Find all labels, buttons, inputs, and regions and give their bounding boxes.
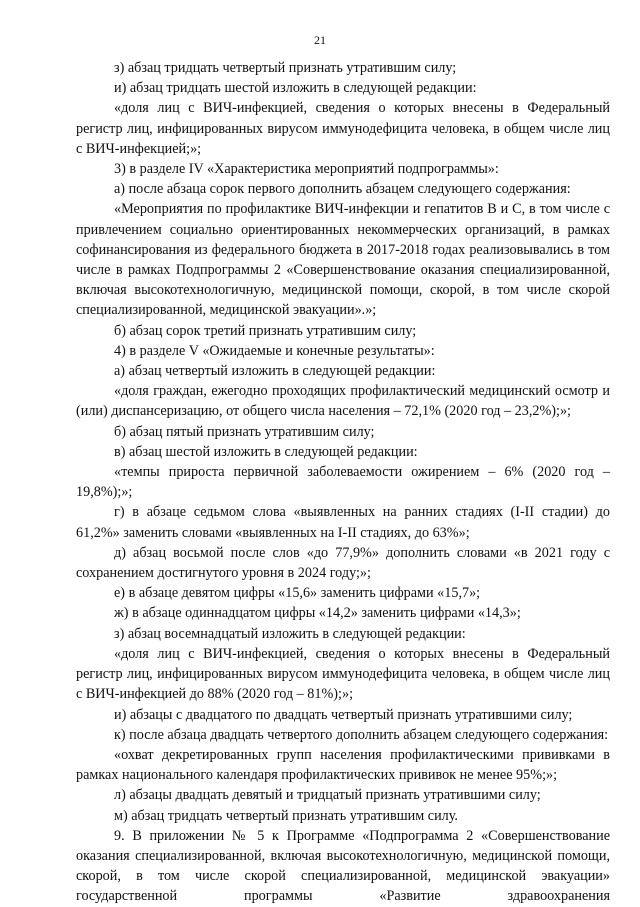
paragraph: з) абзац тридцать четвертый признать утратившим силу; <box>114 60 457 76</box>
document-body <box>76 58 610 907</box>
paragraph: и) абзацы с двадцатого по двадцать четвертый признать утратившими силу; <box>114 706 573 723</box>
paragraph: «доля лиц с ВИЧ-инфекцией, сведения о которых внесены в Федеральный регистр лиц, инфицированных вирусом иммунодефицита человека, в общем числе лиц с ВИЧ-инфекцией;»; <box>76 100 610 157</box>
paragraph: а) абзац четвертый изложить в следующей редакции: <box>114 363 436 380</box>
paragraph: д) абзац восьмой после слов «до 77,9%» дополнить словами «в 2021 году с сохранением достигнутого уровня в 2024 году;»; <box>76 544 610 582</box>
paragraph: з) абзац восемнадцатый изложить в следующей редакции: <box>114 625 466 642</box>
paragraph: 3) в разделе IV «Характеристика мероприятий подпрограммы»: <box>114 161 499 178</box>
paragraph: б) абзац пятый признать утратившим силу; <box>114 423 375 440</box>
paragraph: к) после абзаца двадцать четвертого дополнить абзацем следующего содержания: <box>114 726 609 743</box>
paragraph: и) абзац тридцать шестой изложить в следующей редакции: <box>114 80 477 97</box>
paragraph: в) абзац шестой изложить в следующей редакции: <box>114 443 418 460</box>
paragraph: «охват декретированных групп населения профилактическими прививками в рамках национального календаря профилактических прививок не менее 95%;»; <box>76 746 610 784</box>
paragraph: «темпы прироста первичной заболеваемости ожирением – 6% (2020 год – 19,8%);»; <box>76 464 610 501</box>
paragraph: м) абзац тридцать четвертый признать утратившим силу. <box>114 807 458 824</box>
page-number: 21 <box>314 33 326 47</box>
paragraph: е) в абзаце девятом цифры «15,6» заменить цифрами «15,7»; <box>114 585 481 602</box>
paragraph: «доля лиц с ВИЧ-инфекцией, сведения о которых внесены в Федеральный регистр лиц, инфицированных вирусом иммунодефицита человека, в общем числе лиц с ВИЧ-инфекцией до 88% (2020 год – 81%);»; <box>76 645 610 703</box>
paragraph: а) после абзаца сорок первого дополнить абзацем следующего содержания: <box>114 181 571 198</box>
paragraph: «Мероприятия по профилактике ВИЧ-инфекции и гепатитов В и С, в том числе с привлечением социально ориентированных некоммерческих организаций, в рамках софинансирования из федерального бюджета в 2017-2018 годах реализовывались в том числе в рамках Подпрограммы 2 «Совершенствование оказания специализированной, включая высокотехнологичную, медицинской помощи, скорой, в том числе скорой специализированной, медицинской эвакуации».»; <box>76 201 610 319</box>
paragraph: 9. В приложении № 5 к Программе «Подпрограмма 2 «Совершенствование оказания специализированной, включая высокотехнологичную, медицинской помощи, скорой, в том числе скорой специализированной, медицинской эвакуации» государственной программы «Развитие здравоохранения <box>76 827 610 905</box>
paragraph: ж) в абзаце одиннадцатом цифры «14,2» заменить цифрами «14,3»; <box>114 605 521 622</box>
paragraph: л) абзацы двадцать девятый и тридцатый признать утратившими силу; <box>114 787 541 804</box>
paragraph: «доля граждан, ежегодно проходящих профилактический медицинский осмотр и (или) диспансеризацию, от общего числа населения – 72,1% (2020 год – 23,2%);»; <box>76 383 610 420</box>
paragraph: г) в абзаце седьмом слова «выявленных на ранних стадиях (I-II стадии) до 61,2%» заменить словами «выявленных на I-II стадиях, до 63%»; <box>76 504 610 541</box>
paragraph: б) абзац сорок третий признать утратившим силу; <box>114 322 417 339</box>
paragraph: 4) в разделе V «Ожидаемые и конечные результаты»: <box>114 342 435 359</box>
